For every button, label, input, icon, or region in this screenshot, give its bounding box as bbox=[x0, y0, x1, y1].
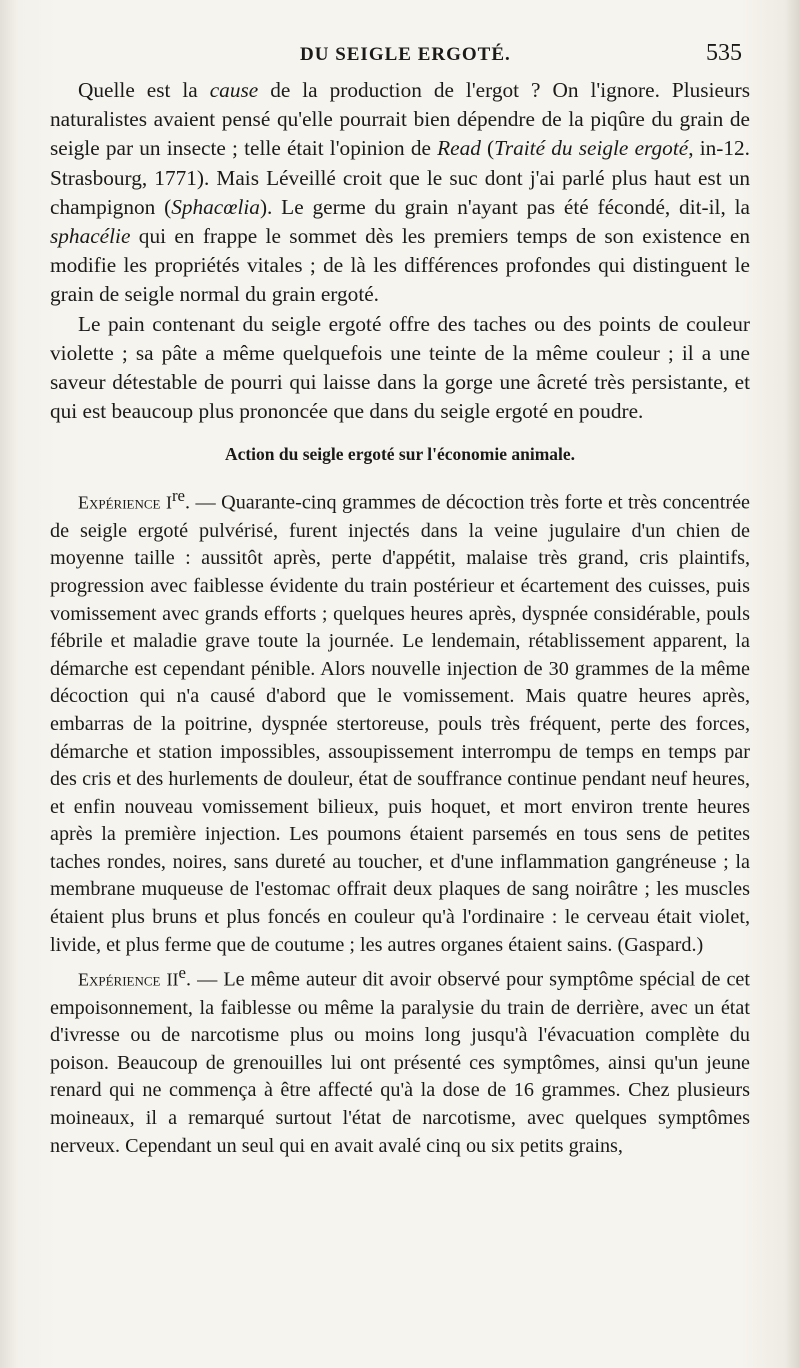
experiment-text: . — Quarante-cinq grammes de décoction très forte et très concentrée de seigle ergoté pulvérisé, furent injectés dans la veine jugulaire d'un chien de moyenne taille : aussitôt après, perte d'appétit, malaise très grand, cris plaintifs, progression avec faiblesse évidente du train postérieur et écartement des cuisses, puis vomissement avec grands efforts ; quelques heures après, dyspnée considérable, pouls fébrile et maladie grave toute la journée. Le lendemain, rétablissement apparent, la démarche est cependant pénible. Alors nouvelle injection de 30 grammes de la même décoction qui n'a causé d'abord que le vomissement. Mais quatre heures après, embarras de la poitrine, dyspnée stertoreuse, pouls très fréquent, perte des forces, démarche et station impossibles, assoupissement interrompu de temps en temps par des cris et des hurlements de douleur, état de souffrance continue pendant neuf heures, et enfin nouveau vomissement bilieux, puis hoquet, et mort environ trente heures après la première injection. Les poumons étaient parsemés en tous sens de petites taches rondes, noires, sans dureté au toucher, et d'une inflammation gangréneuse ; la membrane muqueuse de l'estomac offrait deux plaques de sang noirâtre ; les muscles étaient plus bruns et plus foncés en couleur qu'à l'ordinaire : le cerveau était violet, livide, et plus ferme que de coutume ; les autres organes étaient sains. (Gaspard.) bbox=[50, 492, 750, 956]
term-sphacelia: Sphacœlia bbox=[171, 194, 260, 219]
ordinal-suffix: e bbox=[178, 963, 187, 983]
text-run: de la production de l'ergot ? On l'ignore. Plusieurs naturalistes avaient pensé qu'elle pourrait bien dépendre de la piqûre du grain de seigle par un insecte ; telle était l'opinion de bbox=[50, 78, 750, 161]
body-text bbox=[50, 76, 750, 1160]
experiment-text: . — Le même auteur dit avoir observé pour symptôme spécial de cet empoisonnement, la faiblesse ou même la paralysie du train de derrière, avec un état d'ivresse ou de narcotisme plus ou moins long jusqu'à l'évacuation complète du poison. Beaucoup de grenouilles lui ont présenté ces symptômes, ainsi qu'un jeune renard qui ne commença à être affecté qu'à la dose de 16 grammes. Chez plusieurs moineaux, il a remarqué surtout l'état de narcotisme, avec quelques symptômes nerveux. Cependant un seul qui en avait avalé cinq ou six petits grains, bbox=[50, 969, 750, 1157]
page-number: 535 bbox=[706, 40, 742, 66]
term-sphacelie: sphacélie bbox=[50, 224, 131, 249]
experiment-2 bbox=[50, 959, 750, 1160]
experiment-number: II bbox=[166, 970, 179, 990]
ordinal-suffix: re bbox=[171, 486, 186, 506]
paragraph-cause-of-ergot bbox=[50, 76, 750, 310]
paragraph-bread: Le pain contenant du seigle ergoté offre des taches ou des points de couleur violette ; sa pâte a même quelquefois une teinte de la même couleur ; il a une saveur détestable de pourri qui laisse dans la gorge une âcreté très persistante, et qui est beaucoup plus prononcée que dans du seigle ergoté en poudre. bbox=[50, 311, 750, 424]
experiment-label: Expérience bbox=[78, 970, 161, 990]
running-title: DU SEIGLE ERGOTÉ. bbox=[300, 44, 511, 65]
experiment-number: I bbox=[165, 493, 172, 514]
text-run: ). Le germe du grain n'ayant pas été fécondé, dit-il, la bbox=[259, 194, 750, 219]
text-run: Quelle est la bbox=[78, 78, 210, 102]
text-run: , in-12. Strasbourg, 1771). Mais Léveillé croit que le suc dont j'ai parlé plus haut est un champignon ( bbox=[50, 136, 750, 219]
section-heading: Action du seigle ergoté sur l'économie animale. bbox=[224, 444, 576, 465]
book-title: Traité du seigle ergoté bbox=[494, 136, 689, 161]
text-run: ( bbox=[480, 136, 495, 161]
emphasis-cause: cause bbox=[209, 78, 259, 102]
running-head bbox=[0, 40, 800, 74]
author-read: Read bbox=[437, 136, 481, 161]
experiment-1 bbox=[50, 482, 750, 959]
text-run: qui en frappe le sommet dès les premiers temps de son existence en modifie les propriétés vitales ; de là les différences profondes qui distinguent le grain de seigle normal du grain ergoté. bbox=[50, 224, 750, 307]
experiment-label: Expérience bbox=[78, 493, 161, 514]
